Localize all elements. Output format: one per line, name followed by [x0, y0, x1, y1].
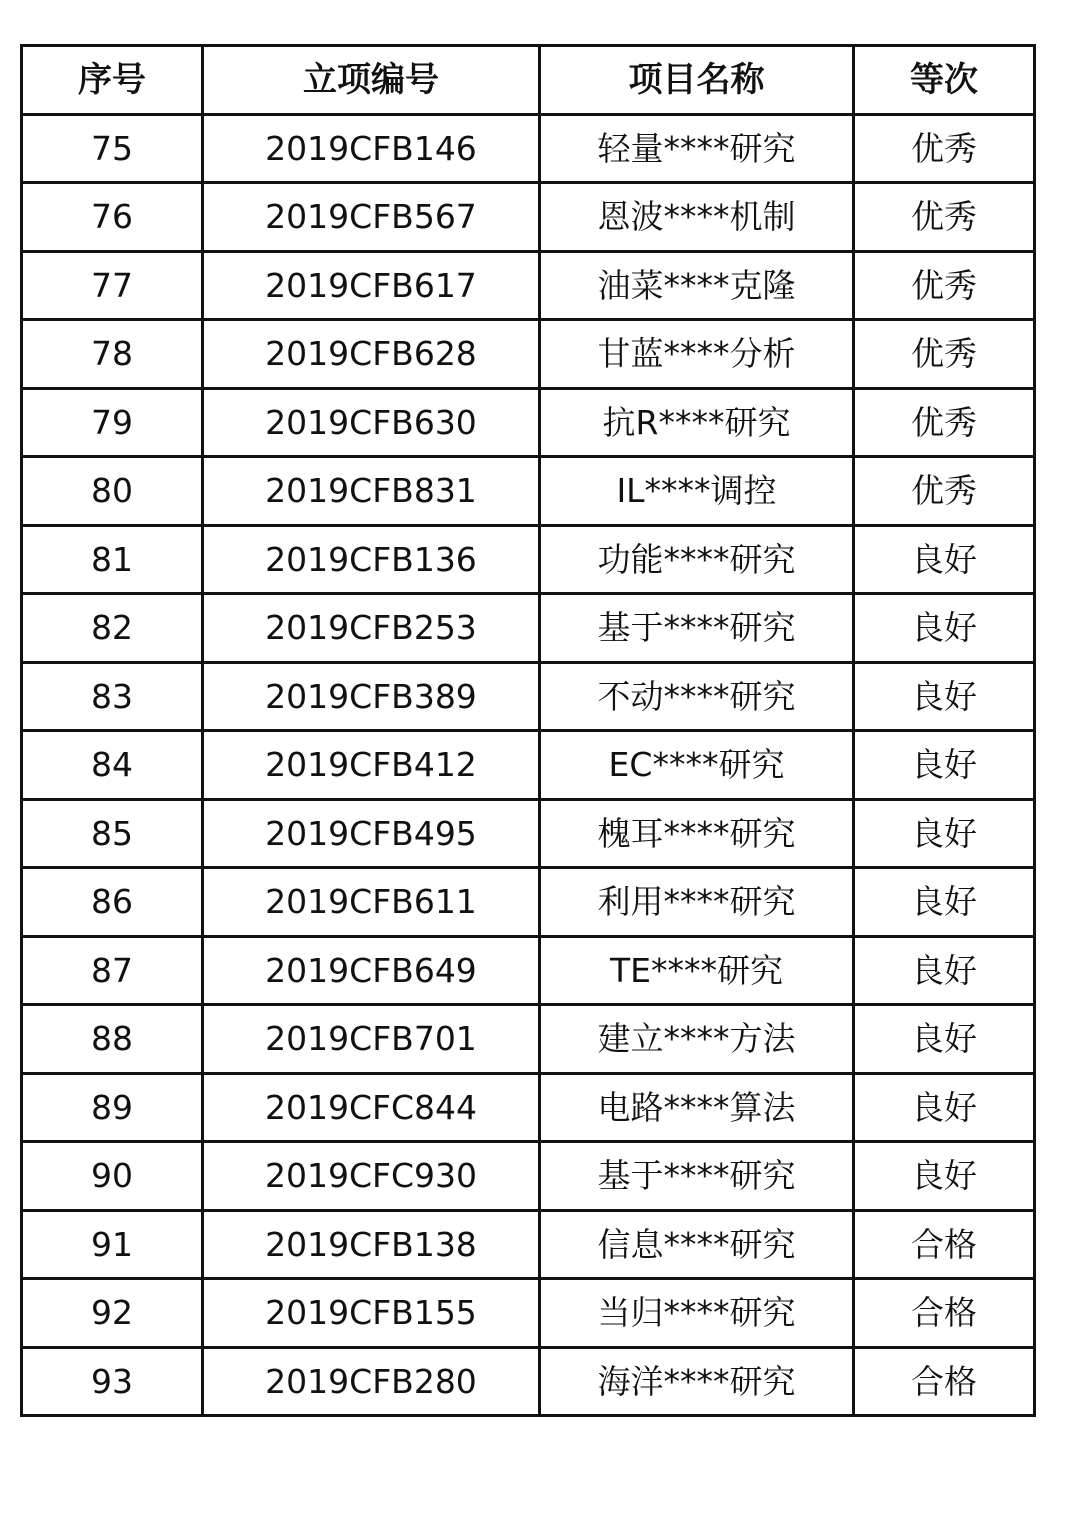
table-row [22, 183, 1035, 252]
table-row [22, 1210, 1035, 1279]
project-id-cell: 2019CFC930 [203, 1142, 540, 1211]
grade-cell: 合格 [854, 1279, 1035, 1348]
project-name-cell: 信息****研究 [540, 1210, 854, 1279]
project-name-cell: 功能****研究 [540, 525, 854, 594]
grade-cell: 良好 [854, 868, 1035, 937]
project-id-cell: 2019CFB628 [203, 320, 540, 389]
project-name-cell: 槐耳****研究 [540, 799, 854, 868]
header-project-name: 项目名称 [540, 46, 854, 115]
project-id-cell: 2019CFB155 [203, 1279, 540, 1348]
project-id-cell: 2019CFC844 [203, 1073, 540, 1142]
grade-cell: 优秀 [854, 388, 1035, 457]
table-row [22, 251, 1035, 320]
grade-cell: 良好 [854, 1073, 1035, 1142]
serial-number-cell: 90 [22, 1142, 203, 1211]
serial-number-cell: 89 [22, 1073, 203, 1142]
table-row [22, 662, 1035, 731]
serial-number-cell: 93 [22, 1347, 203, 1416]
project-id-cell: 2019CFB138 [203, 1210, 540, 1279]
serial-number-cell: 76 [22, 183, 203, 252]
project-id-cell: 2019CFB389 [203, 662, 540, 731]
serial-number-cell: 79 [22, 388, 203, 457]
grade-cell: 合格 [854, 1210, 1035, 1279]
project-id-cell: 2019CFB146 [203, 114, 540, 183]
project-name-cell: 基于****研究 [540, 1142, 854, 1211]
project-id-cell: 2019CFB253 [203, 594, 540, 663]
project-name-cell: 轻量****研究 [540, 114, 854, 183]
table-row [22, 525, 1035, 594]
grade-cell: 优秀 [854, 114, 1035, 183]
header-row [22, 46, 1035, 115]
table-row [22, 731, 1035, 800]
grade-cell: 良好 [854, 1005, 1035, 1074]
serial-number-cell: 92 [22, 1279, 203, 1348]
project-name-cell: 甘蓝****分析 [540, 320, 854, 389]
header-serial-number: 序号 [22, 46, 203, 115]
project-id-cell: 2019CFB701 [203, 1005, 540, 1074]
table-row [22, 799, 1035, 868]
serial-number-cell: 87 [22, 936, 203, 1005]
header-project-id: 立项编号 [203, 46, 540, 115]
serial-number-cell: 91 [22, 1210, 203, 1279]
project-id-cell: 2019CFB831 [203, 457, 540, 526]
serial-number-cell: 75 [22, 114, 203, 183]
grade-cell: 良好 [854, 662, 1035, 731]
table-row [22, 1005, 1035, 1074]
serial-number-cell: 83 [22, 662, 203, 731]
project-name-cell: TE****研究 [540, 936, 854, 1005]
table-body [22, 114, 1035, 1416]
project-id-cell: 2019CFB617 [203, 251, 540, 320]
project-name-cell: 电路****算法 [540, 1073, 854, 1142]
serial-number-cell: 78 [22, 320, 203, 389]
serial-number-cell: 82 [22, 594, 203, 663]
table-row [22, 114, 1035, 183]
grade-cell: 合格 [854, 1347, 1035, 1416]
project-name-cell: 油菜****克隆 [540, 251, 854, 320]
grade-cell: 良好 [854, 731, 1035, 800]
grade-cell: 良好 [854, 1142, 1035, 1211]
project-name-cell: IL****调控 [540, 457, 854, 526]
serial-number-cell: 86 [22, 868, 203, 937]
project-name-cell: 利用****研究 [540, 868, 854, 937]
project-id-cell: 2019CFB412 [203, 731, 540, 800]
header-grade: 等次 [854, 46, 1035, 115]
table-row [22, 457, 1035, 526]
project-id-cell: 2019CFB495 [203, 799, 540, 868]
grade-cell: 优秀 [854, 183, 1035, 252]
project-evaluation-table [20, 44, 1036, 1417]
project-name-cell: 建立****方法 [540, 1005, 854, 1074]
table-row [22, 1279, 1035, 1348]
serial-number-cell: 88 [22, 1005, 203, 1074]
project-name-cell: 当归****研究 [540, 1279, 854, 1348]
grade-cell: 良好 [854, 594, 1035, 663]
grade-cell: 优秀 [854, 251, 1035, 320]
project-id-cell: 2019CFB630 [203, 388, 540, 457]
project-id-cell: 2019CFB280 [203, 1347, 540, 1416]
project-name-cell: EC****研究 [540, 731, 854, 800]
grade-cell: 优秀 [854, 457, 1035, 526]
grade-cell: 良好 [854, 799, 1035, 868]
serial-number-cell: 85 [22, 799, 203, 868]
table-row [22, 594, 1035, 663]
table-row [22, 388, 1035, 457]
project-name-cell: 抗R****研究 [540, 388, 854, 457]
table-row [22, 320, 1035, 389]
serial-number-cell: 84 [22, 731, 203, 800]
grade-cell: 优秀 [854, 320, 1035, 389]
project-name-cell: 恩波****机制 [540, 183, 854, 252]
grade-cell: 良好 [854, 525, 1035, 594]
grade-cell: 良好 [854, 936, 1035, 1005]
project-name-cell: 海洋****研究 [540, 1347, 854, 1416]
table-row [22, 936, 1035, 1005]
project-name-cell: 不动****研究 [540, 662, 854, 731]
project-id-cell: 2019CFB611 [203, 868, 540, 937]
project-name-cell: 基于****研究 [540, 594, 854, 663]
table-row [22, 868, 1035, 937]
table-row [22, 1142, 1035, 1211]
table-row [22, 1073, 1035, 1142]
serial-number-cell: 80 [22, 457, 203, 526]
project-id-cell: 2019CFB136 [203, 525, 540, 594]
table-row [22, 1347, 1035, 1416]
project-id-cell: 2019CFB567 [203, 183, 540, 252]
serial-number-cell: 81 [22, 525, 203, 594]
project-id-cell: 2019CFB649 [203, 936, 540, 1005]
serial-number-cell: 77 [22, 251, 203, 320]
